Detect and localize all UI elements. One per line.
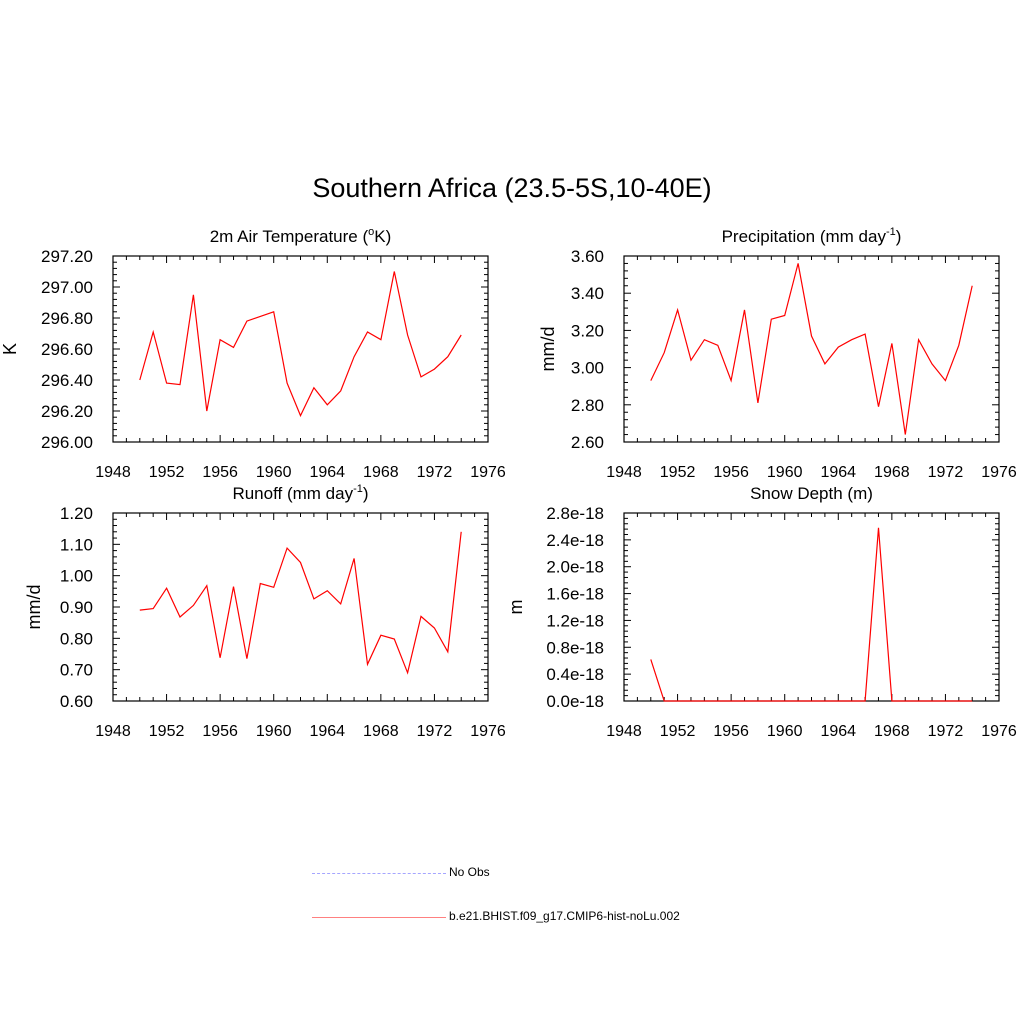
legend-label: No Obs (449, 865, 490, 879)
panel-title-text: Precipitation (mm day (721, 227, 886, 246)
x-tick-label: 1952 (659, 723, 696, 740)
y-tick-label: 3.60 (570, 247, 604, 266)
x-tick-label: 1964 (820, 723, 857, 740)
x-tick-label: 1960 (766, 723, 803, 740)
y-tick-label: 296.60 (41, 340, 93, 359)
y-tick-label: 2.0e-18 (546, 557, 604, 577)
y-tick-label: 1.6e-18 (546, 584, 604, 604)
x-tick-label: 1972 (416, 723, 453, 740)
x-tick-label: 1968 (363, 723, 399, 740)
y-tick-label: 297.00 (41, 278, 93, 297)
page-title: Southern Africa (23.5-5S,10-40E) (312, 173, 712, 203)
x-tick-label: 1972 (416, 464, 453, 481)
chart-panel-3 (24, 483, 506, 740)
plot-frame (624, 513, 999, 701)
y-tick-label: 2.4e-18 (546, 530, 604, 550)
y-tick-label: 296.80 (41, 309, 93, 328)
x-tick-label: 1948 (606, 464, 642, 481)
x-tick-label: 1964 (820, 464, 857, 481)
x-tick-label: 1968 (363, 464, 399, 481)
y-tick-label: 296.00 (41, 433, 93, 452)
y-tick-label: 0.70 (59, 660, 93, 680)
x-tick-label: 1948 (95, 464, 131, 481)
legend-solid-line-swatch (312, 917, 446, 918)
y-tick-label: 3.00 (570, 358, 604, 378)
x-tick-label: 1952 (659, 464, 696, 481)
y-tick-label: 3.20 (570, 321, 604, 341)
y-tick-label: 1.20 (59, 504, 93, 523)
legend-label: b.e21.BHIST.f09_g17.CMIP6-hist-noLu.002 (449, 909, 680, 923)
y-axis-label: K (0, 342, 20, 356)
x-tick-label: 1976 (981, 723, 1017, 740)
legend-item-no-obs (312, 864, 732, 884)
panel-title: Snow Depth (m) (750, 484, 873, 503)
panel-title (722, 226, 902, 246)
x-tick-label: 1948 (606, 723, 642, 740)
x-tick-label: 1960 (255, 464, 292, 481)
y-tick-label: 2.8e-18 (546, 504, 604, 523)
y-tick-label: 2.80 (570, 395, 604, 415)
x-tick-label: 1968 (874, 464, 910, 481)
x-tick-label: 1956 (713, 723, 749, 740)
y-tick-label: 0.90 (59, 598, 93, 617)
x-tick-label: 1976 (470, 723, 506, 740)
y-tick-label: 296.20 (41, 402, 93, 421)
x-tick-label: 1976 (981, 464, 1017, 481)
x-tick-label: 1976 (470, 464, 506, 481)
chart-panel-4 (506, 484, 1017, 740)
y-tick-label: 0.0e-18 (546, 692, 604, 711)
legend-dashed-line-swatch (312, 873, 446, 874)
panel-title-text: Runoff (mm day (232, 484, 354, 503)
x-tick-label: 1956 (202, 464, 238, 481)
series-line (651, 528, 972, 701)
panel-title-text: ) (895, 227, 902, 246)
y-tick-label: 0.4e-18 (546, 665, 604, 685)
panel-title-text: 2m Air Temperature ( (209, 227, 369, 246)
chart-panel-2 (538, 226, 1017, 481)
panel-title-superscript: o (368, 226, 375, 238)
y-tick-label: 2.60 (570, 433, 604, 452)
y-tick-label: 0.80 (59, 629, 93, 649)
x-tick-label: 1956 (202, 723, 238, 740)
panel-title (232, 483, 368, 503)
x-tick-label: 1956 (713, 464, 749, 481)
x-tick-label: 1972 (927, 723, 964, 740)
y-tick-label: 297.20 (41, 247, 93, 266)
series-line (140, 272, 461, 416)
x-tick-label: 1948 (95, 723, 131, 740)
chart-panel-1 (0, 226, 506, 481)
y-tick-label: 0.60 (59, 692, 93, 711)
x-tick-label: 1964 (309, 464, 346, 481)
legend-item-model-run (312, 908, 732, 928)
y-axis-label: mm/d (24, 584, 44, 630)
panel-title-superscript: -1 (353, 483, 363, 495)
x-tick-label: 1952 (148, 464, 185, 481)
x-tick-label: 1964 (309, 723, 346, 740)
panel-title (210, 226, 392, 246)
plot-frame (113, 513, 488, 701)
y-tick-label: 3.40 (570, 284, 604, 304)
plot-frame (624, 256, 999, 442)
series-line (140, 532, 461, 673)
y-tick-label: 296.40 (41, 371, 93, 390)
x-tick-label: 1960 (766, 464, 803, 481)
y-tick-label: 1.2e-18 (546, 611, 604, 631)
panel-title-superscript: -1 (885, 226, 896, 238)
panel-title-text: K) (374, 227, 392, 246)
y-tick-label: 0.8e-18 (546, 638, 604, 658)
y-tick-label: 1.00 (59, 566, 93, 586)
y-axis-label: m (506, 599, 526, 615)
y-tick-label: 1.10 (59, 535, 93, 555)
x-tick-label: 1968 (874, 723, 910, 740)
panel-title-text: ) (362, 484, 369, 503)
x-tick-label: 1960 (255, 723, 292, 740)
y-axis-label: mm/d (538, 326, 558, 372)
x-tick-label: 1952 (148, 723, 185, 740)
series-line (651, 263, 972, 434)
x-tick-label: 1972 (927, 464, 964, 481)
